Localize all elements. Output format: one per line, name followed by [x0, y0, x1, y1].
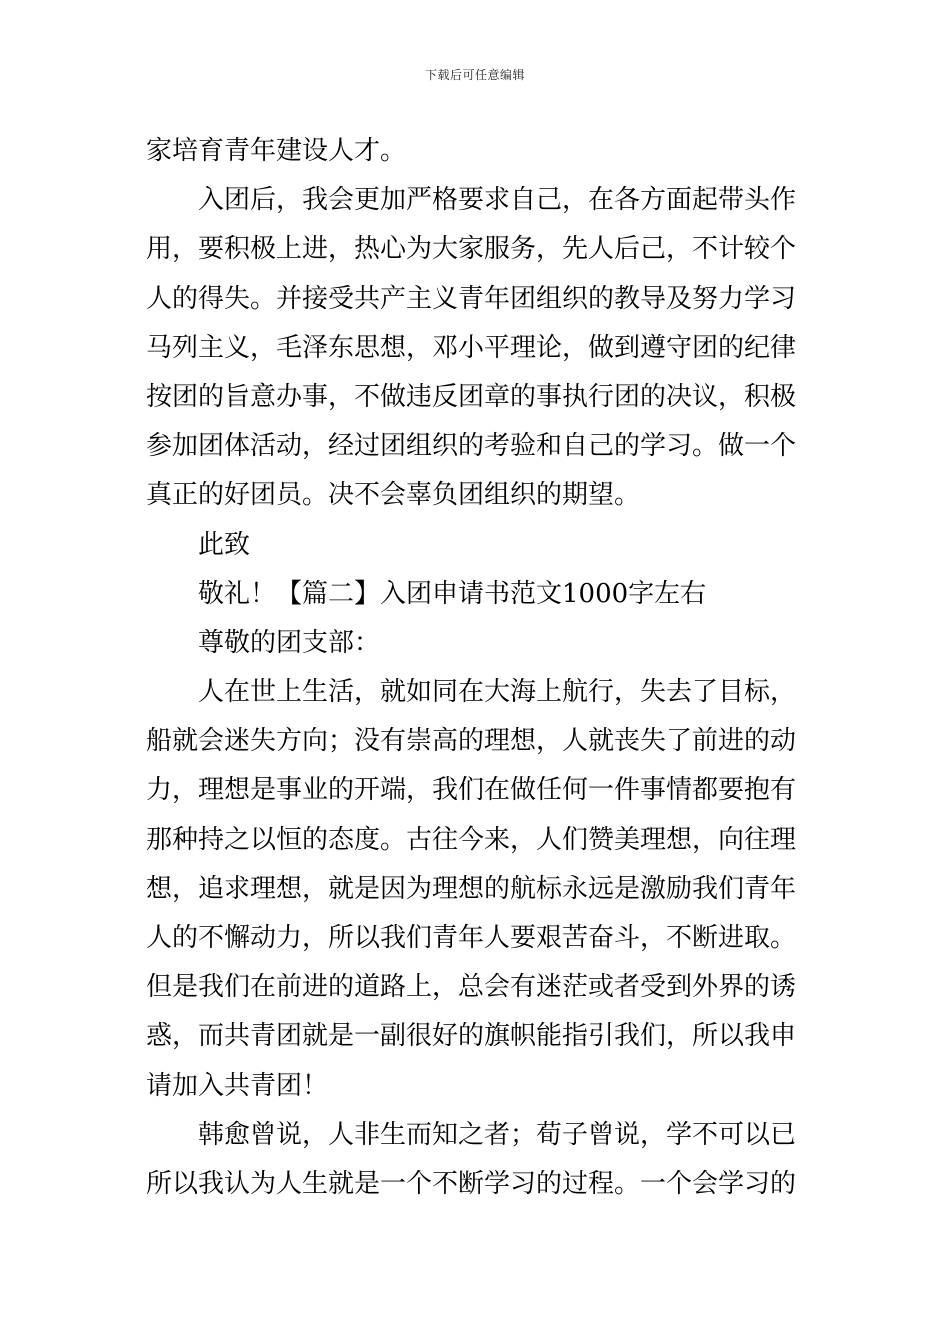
text-line: 韩愈曾说，人非生而知之者；荀子曾说，学不可以已 [198, 1119, 797, 1150]
text-line: 想，追求理想，就是因为理想的航标永远是激励我们青年 [146, 873, 797, 904]
text-line: 所以我认为人生就是一个不断学习的过程。一个会学习的 [146, 1168, 797, 1199]
text-line: 请加入共青团！ [146, 1070, 329, 1101]
document-body [146, 127, 810, 1209]
text-line: 那种持之以恒的态度。古往今来，人们赞美理想，向往理 [146, 824, 797, 855]
text-line: 参加团体活动，经过团组织的考验和自己的学习。做一个 [146, 431, 797, 462]
addressee-line: 尊敬的团支部： [198, 627, 381, 658]
text-line: 力，理想是事业的开端，我们在做任何一件事情都要抱有 [146, 775, 797, 806]
text-line: 但是我们在前进的道路上，总会有迷茫或者受到外界的诱 [146, 972, 797, 1003]
page-header-note: 下载后可任意编辑 [424, 68, 525, 82]
text-line: 人的得失。并接受共产主义青年团组织的教导及努力学习 [146, 283, 797, 314]
salutation-line: 此致 [198, 529, 251, 560]
text-line: 马列主义，毛泽东思想，邓小平理论，做到遵守团的纪律 [146, 332, 797, 363]
text-line: 人在世上生活，就如同在大海上航行，失去了目标， [198, 677, 797, 708]
section-heading-line: 敬礼！【篇二】入团申请书范文1000字左右 [198, 578, 707, 609]
text-line: 船就会迷失方向；没有崇高的理想，人就丧失了前进的动 [146, 726, 797, 757]
text-line: 家培育青年建设人才。 [146, 136, 407, 166]
text-line: 人的不懈动力，所以我们青年人要艰苦奋斗，不断进取。 [146, 923, 797, 953]
text-line: 真正的好团员。决不会辜负团组织的期望。 [146, 480, 641, 511]
text-line: 惑，而共青团就是一副很好的旗帜能指引我们，所以我申 [146, 1021, 797, 1052]
text-line: 用，要积极上进，热心为大家服务，先人后己，不计较个 [146, 234, 797, 265]
text-line: 按团的旨意办事，不做违反团章的事执行团的决议，积极 [146, 381, 797, 412]
text-line: 入团后，我会更加严格要求自己，在各方面起带头作 [198, 185, 797, 216]
